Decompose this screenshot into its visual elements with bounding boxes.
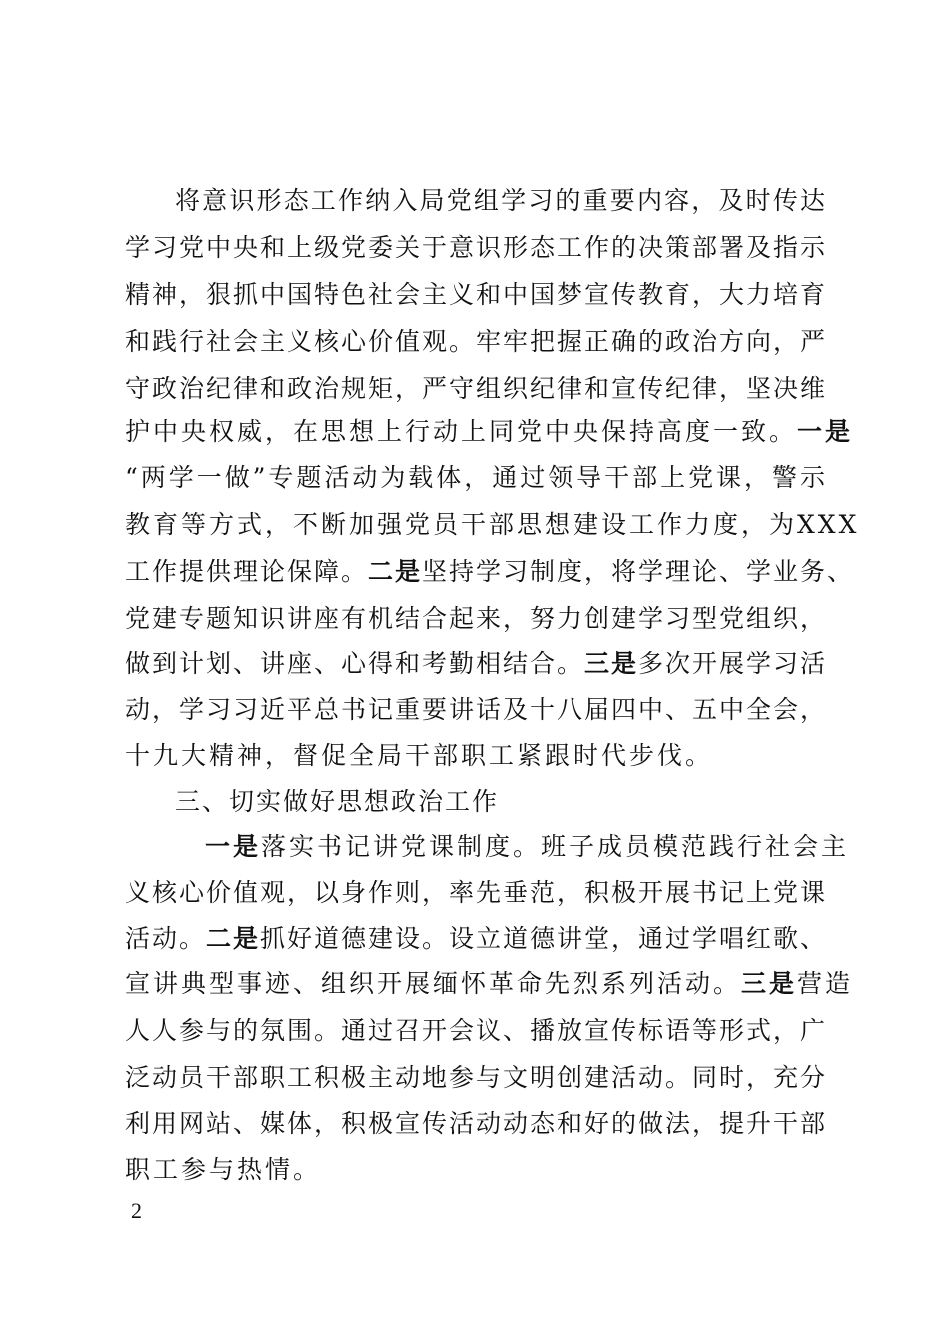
text-run: 职工参与热情。: [125, 1155, 322, 1184]
paragraph-line: [125, 736, 825, 776]
paragraph-line: [125, 552, 855, 592]
text-run: 党建专题知识讲座有机结合起来，努力创建学习型党组织，: [125, 604, 825, 633]
paragraph-line: [125, 690, 825, 730]
paragraph-line: [175, 181, 825, 221]
text-run: 人人参与的氛围。通过召开会议、播放宣传标语等形式，广: [125, 1016, 825, 1045]
paragraph-line: [125, 1150, 825, 1190]
paragraph-line: [125, 458, 825, 498]
bold-keyword: 三是: [584, 649, 639, 678]
page-number: 2: [131, 1198, 142, 1223]
paragraph-line: [125, 644, 828, 684]
text-run: 坚持学习制度，将学理论、学业务、: [422, 557, 855, 586]
text-run: 做到计划、讲座、心得和考勤相结合。: [125, 649, 585, 678]
text-run: 十九大精神，督促全局干部职工紧跟时代步伐。: [125, 741, 714, 770]
paragraph-line: [125, 505, 860, 545]
paragraph-line: [125, 322, 825, 362]
paragraph-line: [125, 599, 825, 639]
paragraph-line: [125, 873, 825, 913]
bold-keyword: 二是: [368, 557, 423, 586]
text-run: 守政治纪律和政治规矩，严守组织纪律和宣传纪律，坚决维: [125, 374, 825, 403]
paragraph-line: [125, 412, 854, 452]
text-run: 利用网站、媒体，积极宣传活动动态和好的做法，提升干部: [125, 1109, 825, 1138]
paragraph-line: [125, 275, 825, 315]
text-run: 营造: [797, 969, 854, 998]
text-run: 将意识形态工作纳入局党组学习的重要内容，及时传达: [175, 186, 825, 215]
bold-keyword: 一是: [797, 417, 854, 446]
paragraph-line: [205, 827, 850, 867]
text-run: 教育等方式，不断加强党员干部思想建设工作力度，为XXX: [125, 510, 860, 539]
text-run: 护中央权威，在思想上行动上同党中央保持高度一致。: [125, 417, 798, 446]
text-run: 抓好道德建设。设立道德讲堂，通过学唱红歌、: [260, 924, 828, 953]
text-run: 工作提供理论保障。: [125, 557, 369, 586]
text-run: 和践行社会主义核心价值观。牢牢把握正确的政治方向，严: [125, 327, 825, 356]
text-run: 精神，狠抓中国特色社会主义和中国梦宣传教育，大力培育: [125, 280, 825, 309]
text-run: 宣讲典型事迹、组织开展缅怀革命先烈系列活动。: [125, 969, 742, 998]
bold-keyword: 三是: [741, 969, 798, 998]
bold-keyword: 一是: [205, 832, 262, 861]
paragraph-line: [125, 1058, 825, 1098]
heading-text: 三、切实做好思想政治工作: [175, 787, 500, 816]
text-run: 活动。: [125, 924, 207, 953]
paragraph-line: [125, 919, 828, 959]
paragraph-line: [125, 1011, 825, 1051]
paragraph-line: [125, 369, 825, 409]
text-run: 义核心价值观，以身作则，率先垂范，积极开展书记上党课: [125, 878, 825, 907]
text-run: “两学一做”专题活动为载体，通过领导干部上党课，警示: [125, 463, 825, 492]
text-run: 泛动员干部职工积极主动地参与文明创建活动。同时，充分: [125, 1063, 825, 1092]
text-run: 学习党中央和上级党委关于意识形态工作的决策部署及指示: [125, 233, 825, 262]
text-run: 动，学习习近平总书记重要讲话及十八届四中、五中全会，: [125, 695, 825, 724]
text-run: 落实书记讲党课制度。班子成员模范践行社会主: [261, 832, 850, 861]
paragraph-line: [125, 964, 854, 1004]
text-run: 多次开展学习活: [638, 649, 828, 678]
bold-keyword: 二是: [206, 924, 261, 953]
section-heading: [175, 782, 825, 822]
paragraph-line: [125, 228, 825, 268]
paragraph-line: [125, 1104, 825, 1144]
